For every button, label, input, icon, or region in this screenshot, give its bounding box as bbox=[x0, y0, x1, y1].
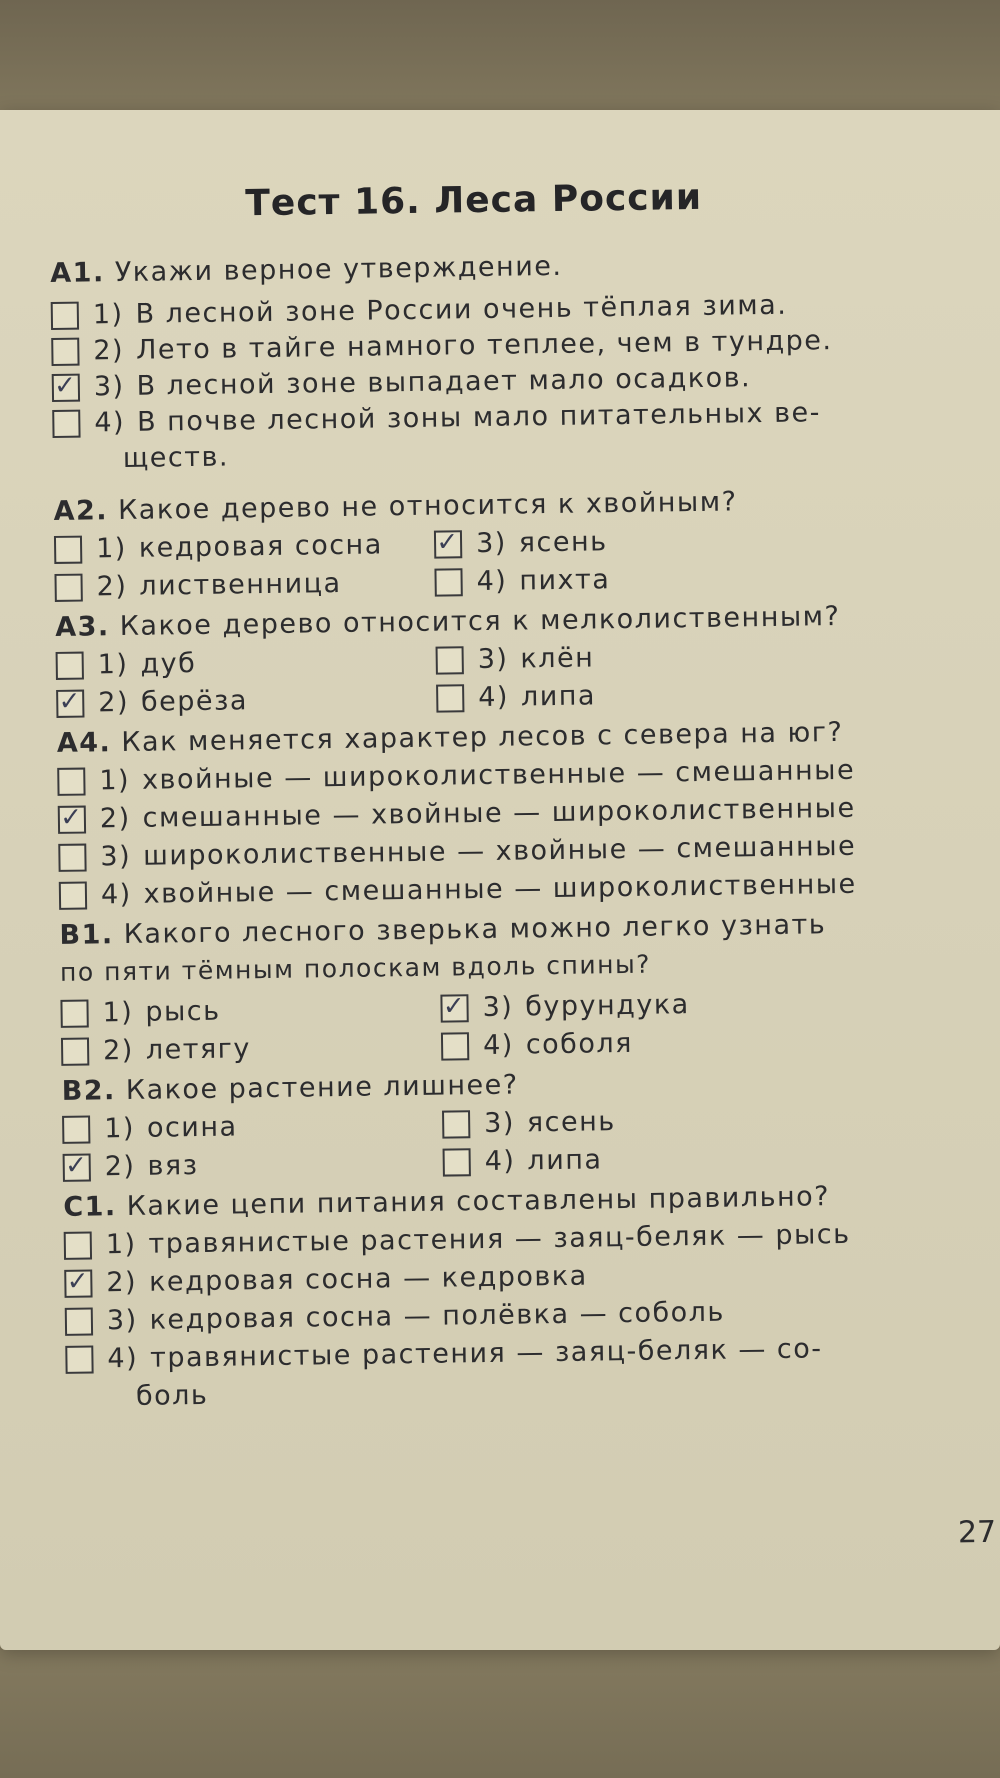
question-number: A2. bbox=[53, 495, 109, 527]
option-label: 3) bbox=[477, 643, 509, 676]
option-text: В почве лесной зоны мало питательных ве- bbox=[136, 397, 822, 438]
option-label: 1) bbox=[102, 996, 134, 1029]
question-a1 bbox=[50, 251, 563, 289]
option-text: хвойные — смешанные — широколиственные bbox=[143, 868, 857, 910]
option-text: летягу bbox=[145, 1033, 252, 1066]
answer-checkbox[interactable] bbox=[52, 370, 80, 401]
option-text: липа bbox=[527, 1144, 603, 1177]
option-text: осина bbox=[146, 1111, 238, 1144]
option-label: 4) bbox=[482, 1029, 515, 1062]
check-mark-icon: ✓ bbox=[64, 1150, 89, 1181]
question-text-line2: по пяти тёмным полоскам вдоль спины? bbox=[59, 949, 652, 987]
option-label: 2) bbox=[99, 802, 131, 835]
option-text: клён bbox=[520, 642, 595, 675]
option-text: травянистые растения — заяц-беляк — со- bbox=[149, 1333, 823, 1374]
option-label: 2) bbox=[96, 570, 128, 603]
workbook-page bbox=[0, 110, 1000, 1650]
option-text: Лето в тайге намного теплее, чем в тундре. bbox=[135, 325, 833, 366]
option-text: хвойные — широколиственные — смешанные bbox=[141, 754, 856, 796]
question-number: C1. bbox=[63, 1191, 117, 1223]
answer-checkbox[interactable] bbox=[63, 1150, 91, 1181]
option-label: 3) bbox=[482, 991, 514, 1024]
option-text: широколиственные — хвойные — смешанные bbox=[142, 830, 857, 872]
question-number: B1. bbox=[59, 919, 114, 951]
option-text: вяз bbox=[147, 1150, 199, 1182]
answer-option[interactable] bbox=[443, 1144, 603, 1177]
answer-option[interactable] bbox=[436, 642, 595, 675]
option-label: 1) bbox=[99, 764, 131, 797]
check-mark-icon: ✓ bbox=[442, 990, 467, 1022]
answer-checkbox[interactable] bbox=[51, 301, 79, 329]
answer-checkbox[interactable] bbox=[443, 1148, 471, 1176]
answer-option[interactable] bbox=[51, 325, 833, 367]
answer-option[interactable] bbox=[56, 648, 197, 681]
answer-checkbox[interactable] bbox=[436, 646, 464, 674]
answer-option[interactable] bbox=[65, 1333, 823, 1375]
question-number: A3. bbox=[55, 611, 110, 643]
answer-option[interactable] bbox=[441, 1028, 633, 1062]
option-label: 2) bbox=[98, 686, 130, 719]
option-text: дуб bbox=[140, 647, 197, 680]
table-background-bottom bbox=[0, 1630, 1000, 1778]
answer-checkbox[interactable] bbox=[52, 409, 80, 437]
option-label: 1) bbox=[104, 1112, 136, 1145]
question-b1 bbox=[59, 909, 826, 951]
option-label: 4) bbox=[100, 878, 132, 911]
answer-checkbox[interactable] bbox=[442, 1110, 470, 1138]
option-text-continuation: боль bbox=[135, 1379, 209, 1412]
answer-option[interactable] bbox=[52, 362, 752, 403]
option-text: соболя bbox=[525, 1027, 634, 1061]
answer-checkbox[interactable] bbox=[61, 1037, 89, 1065]
option-text: смешанные — хвойные — широколиственные bbox=[142, 792, 856, 834]
answer-checkbox[interactable] bbox=[434, 568, 462, 596]
option-label: 1) bbox=[95, 532, 128, 565]
page-number: 27 bbox=[957, 1514, 997, 1551]
question-text: Какие цепи питания составлены правильно? bbox=[126, 1181, 831, 1223]
question-b2 bbox=[61, 1070, 518, 1107]
answer-checkbox[interactable] bbox=[65, 1345, 93, 1373]
option-text: В лесной зоне выпадает мало осадков. bbox=[136, 362, 752, 402]
option-text: липа bbox=[520, 680, 597, 713]
page-title: Тест 16. Леса России bbox=[245, 176, 703, 225]
option-label: 2) bbox=[102, 1034, 135, 1067]
check-mark-icon: ✓ bbox=[66, 1266, 91, 1297]
answer-option[interactable] bbox=[57, 755, 855, 797]
option-label: 4) bbox=[476, 565, 508, 598]
question-text: Какое дерево относится к мелколиственным? bbox=[119, 600, 841, 643]
option-label: 2) bbox=[93, 334, 125, 367]
option-label: 3) bbox=[93, 370, 125, 403]
answer-option[interactable] bbox=[54, 568, 341, 603]
answer-option[interactable] bbox=[440, 989, 690, 1023]
question-a3 bbox=[55, 601, 841, 643]
option-label: 4) bbox=[484, 1145, 516, 1178]
option-label: 3) bbox=[475, 527, 508, 560]
answer-checkbox[interactable] bbox=[436, 684, 464, 712]
question-number: B2. bbox=[61, 1075, 117, 1107]
answer-checkbox[interactable] bbox=[65, 1307, 93, 1335]
answer-checkbox[interactable] bbox=[56, 651, 84, 679]
question-text: Какое дерево не относится к хвойным? bbox=[117, 486, 738, 527]
answer-checkbox[interactable] bbox=[441, 1032, 469, 1060]
question-number: A4. bbox=[56, 727, 112, 759]
answer-checkbox[interactable] bbox=[51, 337, 79, 365]
option-label: 3) bbox=[483, 1107, 516, 1140]
option-text: травянистые растения — заяц-беляк — рысь bbox=[148, 1218, 851, 1260]
answer-option[interactable] bbox=[54, 529, 383, 565]
option-label: 4) bbox=[107, 1342, 139, 1375]
check-mark-icon: ✓ bbox=[436, 526, 460, 558]
answer-checkbox[interactable] bbox=[62, 1115, 90, 1143]
option-text: В лесной зоне России очень тёплая зима. bbox=[135, 289, 788, 330]
answer-option[interactable] bbox=[63, 1150, 199, 1183]
check-mark-icon: ✓ bbox=[53, 370, 78, 401]
answer-checkbox[interactable] bbox=[64, 1266, 92, 1297]
option-text: рысь bbox=[145, 995, 221, 1028]
answer-option[interactable] bbox=[51, 290, 788, 331]
question-a2 bbox=[53, 486, 737, 527]
question-text: Как меняется характер лесов с севера на юг? bbox=[121, 716, 844, 759]
check-mark-icon: ✓ bbox=[58, 686, 83, 717]
option-text-continuation: ществ. bbox=[122, 441, 230, 474]
answer-option[interactable] bbox=[64, 1261, 588, 1299]
answer-option[interactable] bbox=[442, 1106, 616, 1139]
answer-option[interactable] bbox=[60, 996, 220, 1029]
answer-option[interactable] bbox=[56, 685, 248, 719]
answer-option[interactable] bbox=[58, 793, 856, 835]
question-text: Какого лесного зверька можно легко узнать bbox=[123, 909, 827, 951]
answer-checkbox[interactable] bbox=[60, 999, 88, 1027]
answer-checkbox[interactable] bbox=[434, 526, 462, 558]
question-text: Какое растение лишнее? bbox=[125, 1069, 519, 1107]
answer-checkbox[interactable] bbox=[58, 802, 86, 833]
answer-option[interactable] bbox=[58, 831, 856, 873]
option-text: бурундука bbox=[525, 989, 690, 1023]
option-label: 2) bbox=[104, 1150, 136, 1183]
answer-option[interactable] bbox=[434, 526, 608, 559]
question-number: A1. bbox=[50, 257, 105, 289]
option-label: 3) bbox=[106, 1304, 138, 1337]
option-label: 4) bbox=[478, 681, 510, 714]
answer-option[interactable] bbox=[65, 1297, 725, 1337]
question-text: Укажи верное утверждение. bbox=[114, 250, 563, 289]
option-text: лиственница bbox=[139, 567, 342, 602]
answer-checkbox[interactable] bbox=[59, 881, 87, 909]
option-label: 1) bbox=[92, 298, 124, 331]
answer-option[interactable] bbox=[64, 1219, 851, 1261]
answer-option[interactable] bbox=[61, 1033, 251, 1067]
option-text: ясень bbox=[518, 526, 608, 559]
check-mark-icon: ✓ bbox=[60, 802, 84, 833]
answer-option[interactable] bbox=[62, 1111, 238, 1144]
answer-option[interactable] bbox=[436, 680, 596, 713]
option-label: 3) bbox=[100, 840, 132, 873]
option-text: кедровая сосна — кедровка bbox=[148, 1260, 588, 1298]
answer-checkbox[interactable] bbox=[57, 767, 85, 795]
question-a4 bbox=[57, 717, 844, 759]
answer-checkbox[interactable] bbox=[440, 990, 468, 1022]
option-text: ясень bbox=[526, 1106, 616, 1139]
question-c1 bbox=[63, 1181, 830, 1223]
answer-option[interactable] bbox=[52, 397, 821, 439]
option-label: 1) bbox=[97, 648, 129, 681]
option-text: кедровая сосна bbox=[138, 529, 383, 564]
answer-checkbox[interactable] bbox=[54, 535, 82, 563]
answer-checkbox[interactable] bbox=[56, 686, 84, 717]
option-label: 4) bbox=[94, 406, 126, 439]
answer-checkbox[interactable] bbox=[64, 1231, 92, 1259]
answer-option[interactable] bbox=[59, 869, 857, 911]
answer-option[interactable] bbox=[434, 564, 610, 597]
option-label: 2) bbox=[106, 1266, 138, 1299]
option-label: 1) bbox=[105, 1228, 137, 1261]
option-text: пихта bbox=[519, 564, 611, 597]
answer-checkbox[interactable] bbox=[58, 843, 86, 871]
answer-checkbox[interactable] bbox=[54, 573, 82, 601]
option-text: берёза bbox=[140, 685, 249, 718]
option-text: кедровая сосна — полёвка — соболь bbox=[149, 1296, 726, 1336]
